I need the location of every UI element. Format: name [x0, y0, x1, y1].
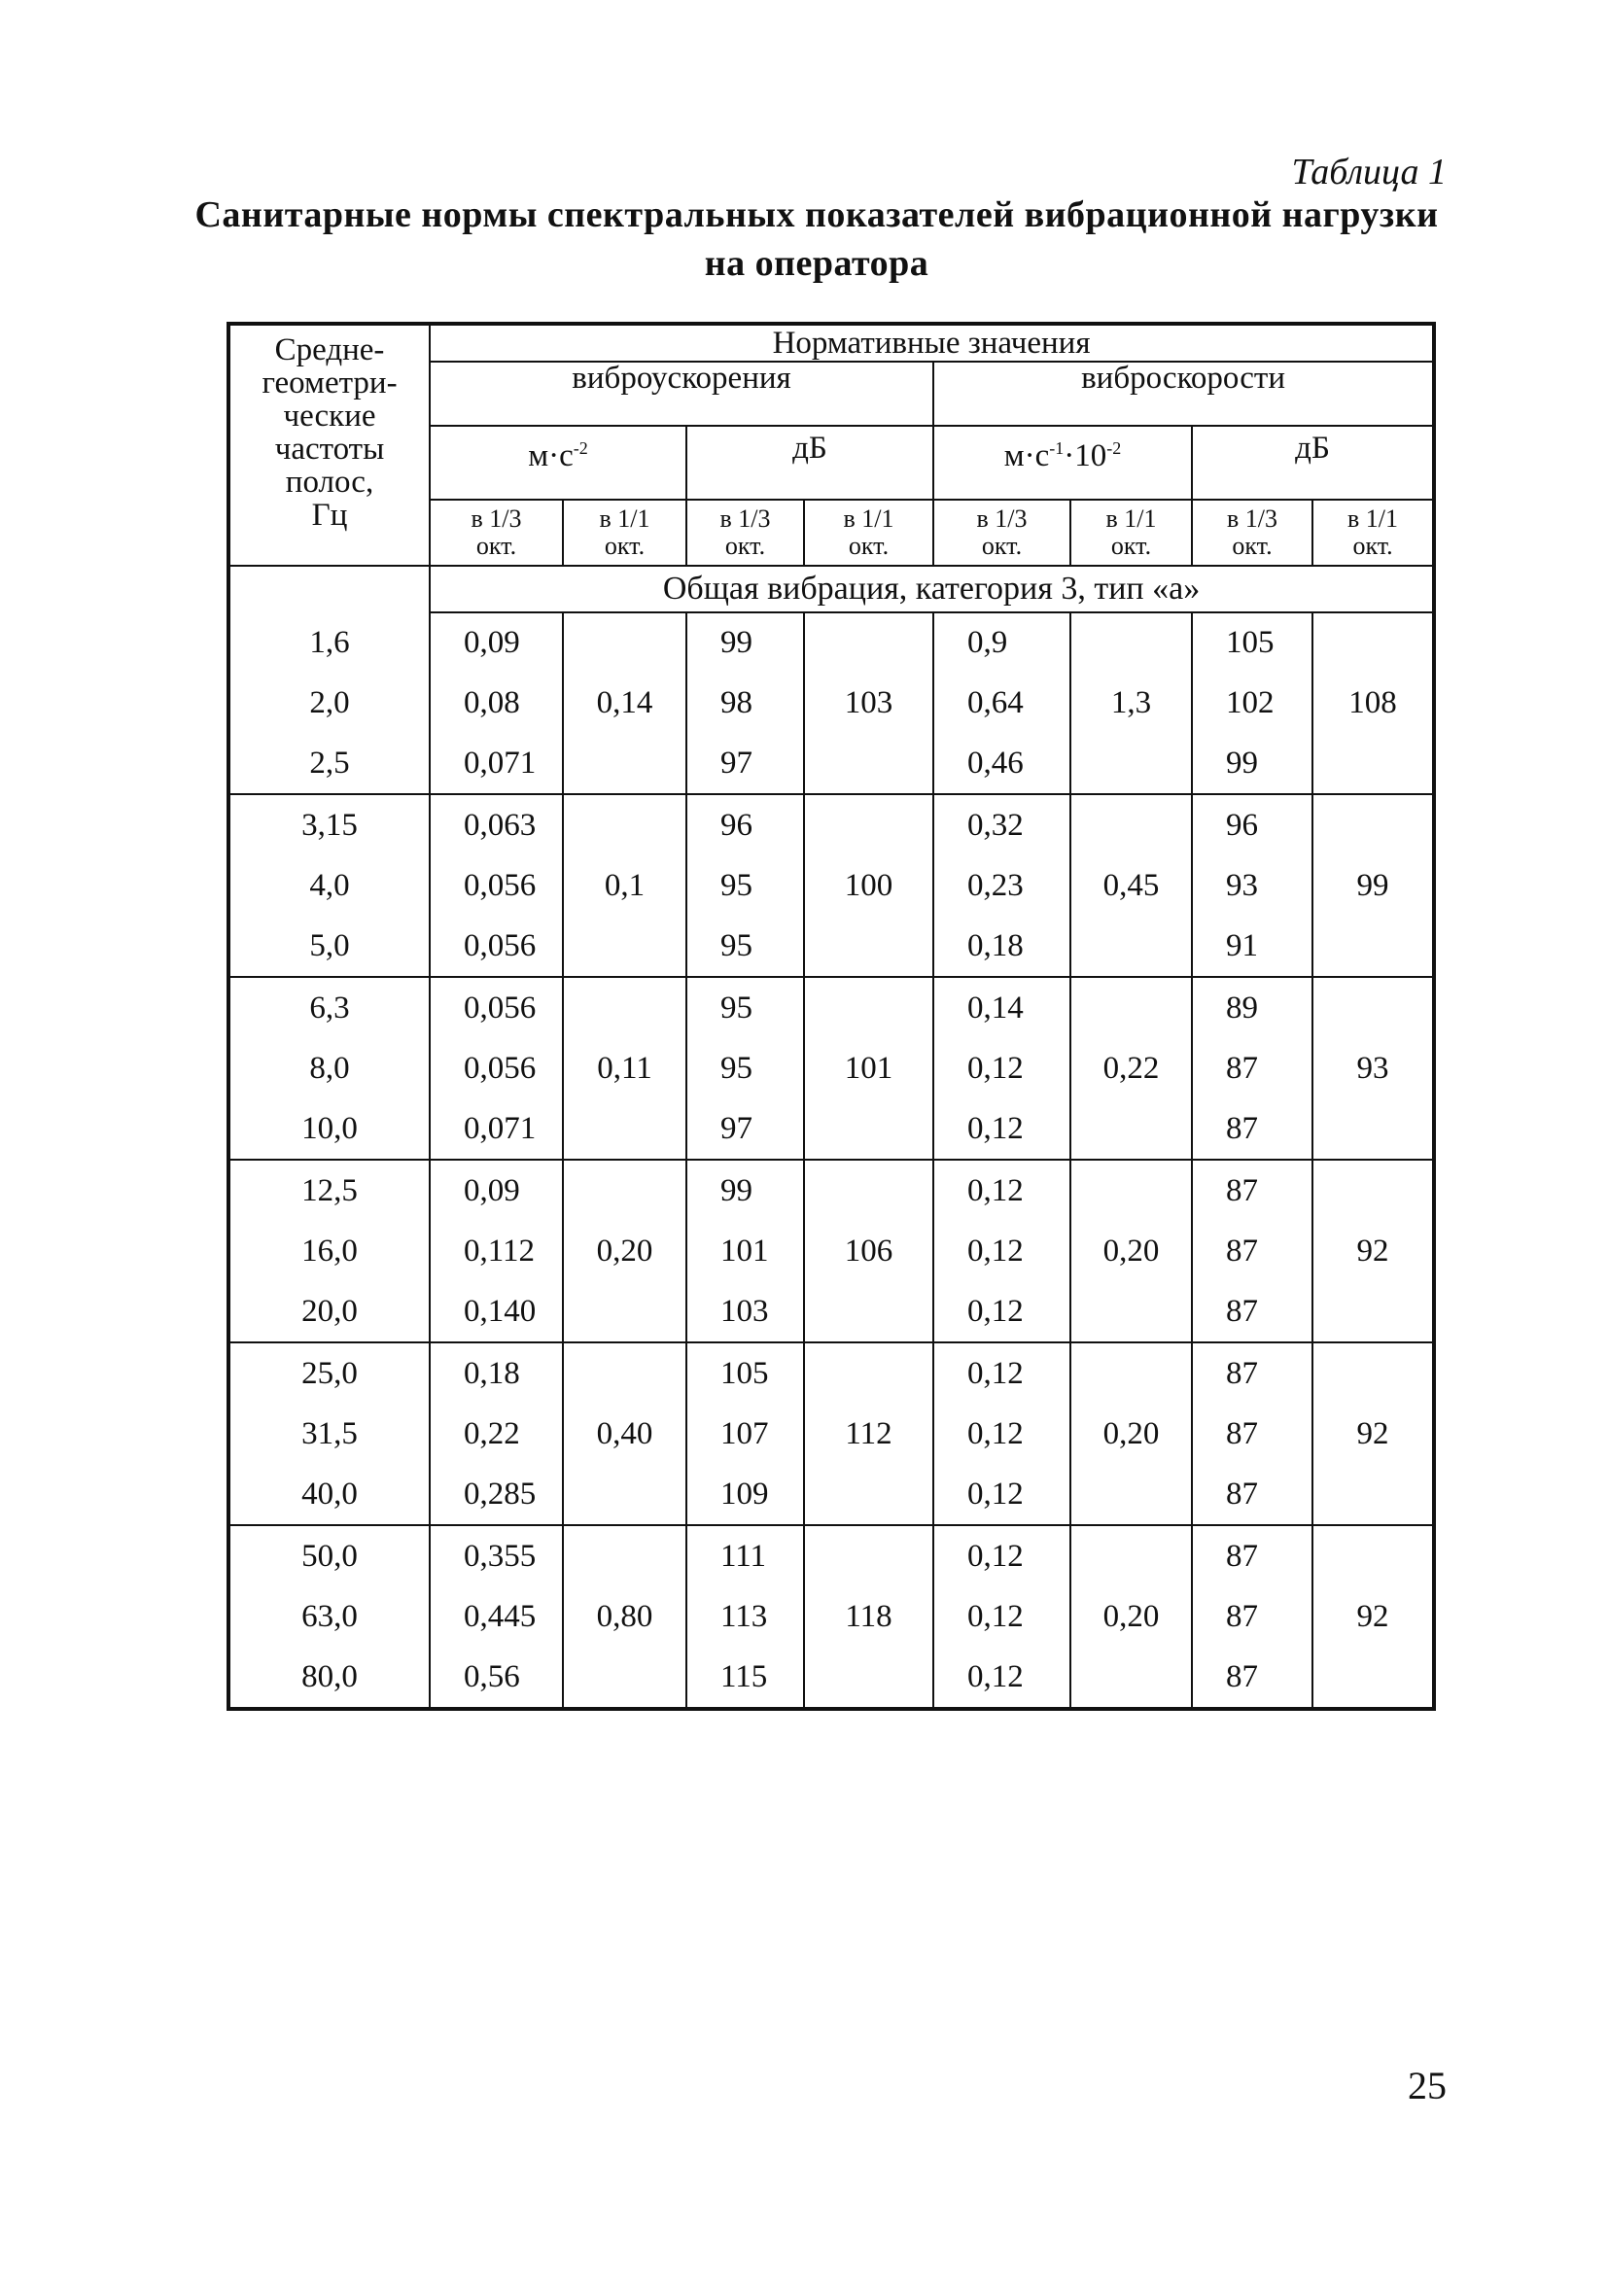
frequency-cell: 5,0 — [228, 916, 430, 977]
frequency-cell: 10,0 — [228, 1098, 430, 1160]
band-oct-label: окт. — [981, 532, 1023, 560]
vel-third-oct-cell: 0,12 — [933, 1647, 1070, 1709]
frequency-cell: 50,0 — [228, 1525, 430, 1586]
band-oct-label: окт. — [1352, 532, 1393, 560]
unit-exponent: -2 — [1106, 438, 1122, 458]
vel-third-oct-cell: 0,12 — [933, 1160, 1070, 1221]
acc-oct-cell: 0,20 — [563, 1160, 686, 1342]
vel-db-oct-cell: 92 — [1312, 1160, 1434, 1342]
table-title — [165, 191, 1468, 288]
vel-db-third-oct-cell: 87 — [1192, 1098, 1312, 1160]
vel-third-oct-cell: 0,12 — [933, 1342, 1070, 1404]
table-title-line-1: Санитарные нормы спектральных показателей вибрационной нагрузки — [194, 194, 1439, 235]
vel-third-oct-cell: 0,12 — [933, 1525, 1070, 1586]
unit-velocity-db: дБ — [1192, 426, 1434, 500]
band-label: в 1/3 — [976, 504, 1028, 533]
acc-db-third-oct-cell: 99 — [686, 612, 804, 673]
vel-third-oct-cell: 0,12 — [933, 1098, 1070, 1160]
acc-third-oct-cell: 0,056 — [430, 916, 563, 977]
acc-third-oct-cell: 0,09 — [430, 1160, 563, 1221]
table-row — [228, 1160, 1434, 1221]
acc-third-oct-cell: 0,22 — [430, 1404, 563, 1464]
frequency-cell: 16,0 — [228, 1221, 430, 1281]
frequency-cell: 80,0 — [228, 1647, 430, 1709]
frequency-cell: 3,15 — [228, 794, 430, 855]
vel-db-third-oct-cell: 89 — [1192, 977, 1312, 1038]
vel-oct-cell: 0,20 — [1070, 1525, 1192, 1709]
acc-db-oct-cell: 106 — [804, 1160, 933, 1342]
vel-third-oct-cell: 0,18 — [933, 916, 1070, 977]
acc-db-third-oct-cell: 103 — [686, 1281, 804, 1342]
acc-db-oct-cell: 101 — [804, 977, 933, 1160]
unit-acceleration-db: дБ — [686, 426, 933, 500]
acc-oct-cell: 0,80 — [563, 1525, 686, 1709]
freq-header-line: Средне- — [274, 332, 385, 367]
unit-velocity — [933, 426, 1192, 500]
vel-db-third-oct-cell: 93 — [1192, 855, 1312, 916]
band-label: в 1/3 — [719, 504, 771, 533]
vel-oct-cell: 1,3 — [1070, 612, 1192, 794]
band-label: в 1/1 — [1347, 504, 1399, 533]
category-row — [228, 566, 1434, 612]
vel-third-oct-cell: 0,9 — [933, 612, 1070, 673]
vel-db-third-oct-cell: 96 — [1192, 794, 1312, 855]
frequency-cell: 31,5 — [228, 1404, 430, 1464]
unit-text: м·с — [528, 438, 574, 473]
frequency-cell: 6,3 — [228, 977, 430, 1038]
vel-third-oct-cell: 0,46 — [933, 733, 1070, 794]
table-row — [228, 794, 1434, 855]
acc-db-third-oct-cell: 95 — [686, 1038, 804, 1098]
acc-db-third-oct-cell: 101 — [686, 1221, 804, 1281]
table-row — [228, 1525, 1434, 1586]
acc-db-third-oct-cell: 97 — [686, 1098, 804, 1160]
acc-db-third-oct-cell: 105 — [686, 1342, 804, 1404]
acc-third-oct-cell: 0,08 — [430, 673, 563, 733]
page-number: 25 — [1408, 2064, 1447, 2107]
vel-db-third-oct-cell: 102 — [1192, 673, 1312, 733]
category-frequency-spacer — [228, 566, 430, 612]
vel-third-oct-cell: 0,12 — [933, 1281, 1070, 1342]
acc-db-third-oct-cell: 107 — [686, 1404, 804, 1464]
acc-oct-cell: 0,40 — [563, 1342, 686, 1525]
frequency-cell: 2,0 — [228, 673, 430, 733]
vel-third-oct-cell: 0,32 — [933, 794, 1070, 855]
acc-db-third-oct-cell: 95 — [686, 916, 804, 977]
frequency-cell: 25,0 — [228, 1342, 430, 1404]
table-row — [228, 977, 1434, 1038]
vel-db-oct-cell: 99 — [1312, 794, 1434, 977]
acc-oct-cell: 0,11 — [563, 977, 686, 1160]
freq-header-line: частоты — [274, 432, 385, 467]
acc-db-third-oct-cell: 97 — [686, 733, 804, 794]
band-header-cell — [686, 500, 804, 566]
acc-third-oct-cell: 0,071 — [430, 733, 563, 794]
acc-oct-cell: 0,14 — [563, 612, 686, 794]
acc-db-third-oct-cell: 115 — [686, 1647, 804, 1709]
unit-text: м·с — [1003, 438, 1050, 473]
acc-db-third-oct-cell: 95 — [686, 855, 804, 916]
band-header-cell — [1312, 500, 1434, 566]
acc-third-oct-cell: 0,056 — [430, 977, 563, 1038]
vel-third-oct-cell: 0,12 — [933, 1586, 1070, 1647]
band-label: в 1/1 — [599, 504, 650, 533]
acc-db-oct-cell: 103 — [804, 612, 933, 794]
vel-db-third-oct-cell: 87 — [1192, 1342, 1312, 1404]
acc-oct-cell: 0,1 — [563, 794, 686, 977]
acc-third-oct-cell: 0,18 — [430, 1342, 563, 1404]
acc-db-oct-cell: 100 — [804, 794, 933, 977]
band-label: в 1/1 — [1105, 504, 1157, 533]
unit-text: ·10 — [1064, 438, 1107, 473]
vibration-norms-table — [227, 322, 1436, 1711]
vel-db-oct-cell: 92 — [1312, 1342, 1434, 1525]
frequency-cell: 20,0 — [228, 1281, 430, 1342]
vel-third-oct-cell: 0,12 — [933, 1464, 1070, 1525]
frequency-column-header — [228, 324, 430, 566]
vel-third-oct-cell: 0,12 — [933, 1221, 1070, 1281]
acc-db-third-oct-cell: 109 — [686, 1464, 804, 1525]
vel-db-third-oct-cell: 91 — [1192, 916, 1312, 977]
band-header-cell — [804, 500, 933, 566]
normative-values-header: Нормативные значения — [430, 324, 1434, 362]
category-label: Общая вибрация, категория 3, тип «а» — [430, 566, 1434, 612]
acc-db-third-oct-cell: 98 — [686, 673, 804, 733]
acc-db-third-oct-cell: 99 — [686, 1160, 804, 1221]
acc-third-oct-cell: 0,112 — [430, 1221, 563, 1281]
band-oct-label: окт. — [1232, 532, 1273, 560]
acc-third-oct-cell: 0,056 — [430, 1038, 563, 1098]
vel-db-third-oct-cell: 87 — [1192, 1586, 1312, 1647]
band-header-cell — [1192, 500, 1312, 566]
acc-third-oct-cell: 0,063 — [430, 794, 563, 855]
acc-third-oct-cell: 0,445 — [430, 1586, 563, 1647]
freq-header-line: полос, — [285, 465, 374, 500]
band-header-cell — [933, 500, 1070, 566]
vel-db-third-oct-cell: 87 — [1192, 1647, 1312, 1709]
acc-db-third-oct-cell: 113 — [686, 1586, 804, 1647]
unit-exponent: -2 — [573, 438, 588, 458]
band-label: в 1/3 — [1227, 504, 1277, 533]
band-oct-label: окт. — [604, 532, 646, 560]
frequency-cell: 1,6 — [228, 612, 430, 673]
freq-header-line: геометри- — [262, 365, 398, 400]
vel-db-third-oct-cell: 87 — [1192, 1404, 1312, 1464]
acc-third-oct-cell: 0,09 — [430, 612, 563, 673]
vel-oct-cell: 0,45 — [1070, 794, 1192, 977]
vel-third-oct-cell: 0,14 — [933, 977, 1070, 1038]
band-label: в 1/3 — [471, 504, 522, 533]
freq-header-line: Гц — [311, 498, 348, 533]
acc-third-oct-cell: 0,355 — [430, 1525, 563, 1586]
frequency-cell: 63,0 — [228, 1586, 430, 1647]
acc-db-third-oct-cell: 96 — [686, 794, 804, 855]
band-oct-label: окт. — [475, 532, 517, 560]
vel-db-oct-cell: 92 — [1312, 1525, 1434, 1709]
acc-db-third-oct-cell: 111 — [686, 1525, 804, 1586]
acc-db-third-oct-cell: 95 — [686, 977, 804, 1038]
band-oct-label: окт. — [724, 532, 766, 560]
acceleration-header: виброускорения — [430, 362, 933, 426]
vel-db-third-oct-cell: 87 — [1192, 1038, 1312, 1098]
acc-db-oct-cell: 112 — [804, 1342, 933, 1525]
frequency-cell: 40,0 — [228, 1464, 430, 1525]
table-caption: Таблица 1 — [1291, 152, 1447, 192]
acc-third-oct-cell: 0,285 — [430, 1464, 563, 1525]
frequency-cell: 8,0 — [228, 1038, 430, 1098]
band-header-cell — [563, 500, 686, 566]
band-header-cell — [1070, 500, 1192, 566]
vel-third-oct-cell: 0,12 — [933, 1038, 1070, 1098]
acc-third-oct-cell: 0,140 — [430, 1281, 563, 1342]
band-header-cell — [430, 500, 563, 566]
table-row — [228, 1342, 1434, 1404]
vel-third-oct-cell: 0,64 — [933, 673, 1070, 733]
table-row — [228, 612, 1434, 673]
vel-oct-cell: 0,20 — [1070, 1160, 1192, 1342]
vel-db-third-oct-cell: 99 — [1192, 733, 1312, 794]
vel-oct-cell: 0,20 — [1070, 1342, 1192, 1525]
band-label: в 1/1 — [843, 504, 894, 533]
vel-db-third-oct-cell: 87 — [1192, 1525, 1312, 1586]
frequency-cell: 4,0 — [228, 855, 430, 916]
band-oct-label: окт. — [848, 532, 890, 560]
acc-third-oct-cell: 0,071 — [430, 1098, 563, 1160]
table-title-line-2: на оператора — [704, 243, 929, 284]
acc-db-oct-cell: 118 — [804, 1525, 933, 1709]
vel-db-oct-cell: 93 — [1312, 977, 1434, 1160]
vel-db-oct-cell: 108 — [1312, 612, 1434, 794]
acc-third-oct-cell: 0,56 — [430, 1647, 563, 1709]
vel-third-oct-cell: 0,23 — [933, 855, 1070, 916]
unit-acceleration — [430, 426, 686, 500]
vel-db-third-oct-cell: 87 — [1192, 1221, 1312, 1281]
vel-third-oct-cell: 0,12 — [933, 1404, 1070, 1464]
vel-db-third-oct-cell: 87 — [1192, 1160, 1312, 1221]
unit-exponent: -1 — [1049, 438, 1065, 458]
frequency-cell: 12,5 — [228, 1160, 430, 1221]
vel-db-third-oct-cell: 87 — [1192, 1281, 1312, 1342]
vel-db-third-oct-cell: 105 — [1192, 612, 1312, 673]
acc-third-oct-cell: 0,056 — [430, 855, 563, 916]
velocity-header: виброскорости — [933, 362, 1434, 426]
vel-oct-cell: 0,22 — [1070, 977, 1192, 1160]
frequency-cell: 2,5 — [228, 733, 430, 794]
band-oct-label: окт. — [1110, 532, 1152, 560]
freq-header-line: ческие — [283, 399, 376, 434]
vel-db-third-oct-cell: 87 — [1192, 1464, 1312, 1525]
